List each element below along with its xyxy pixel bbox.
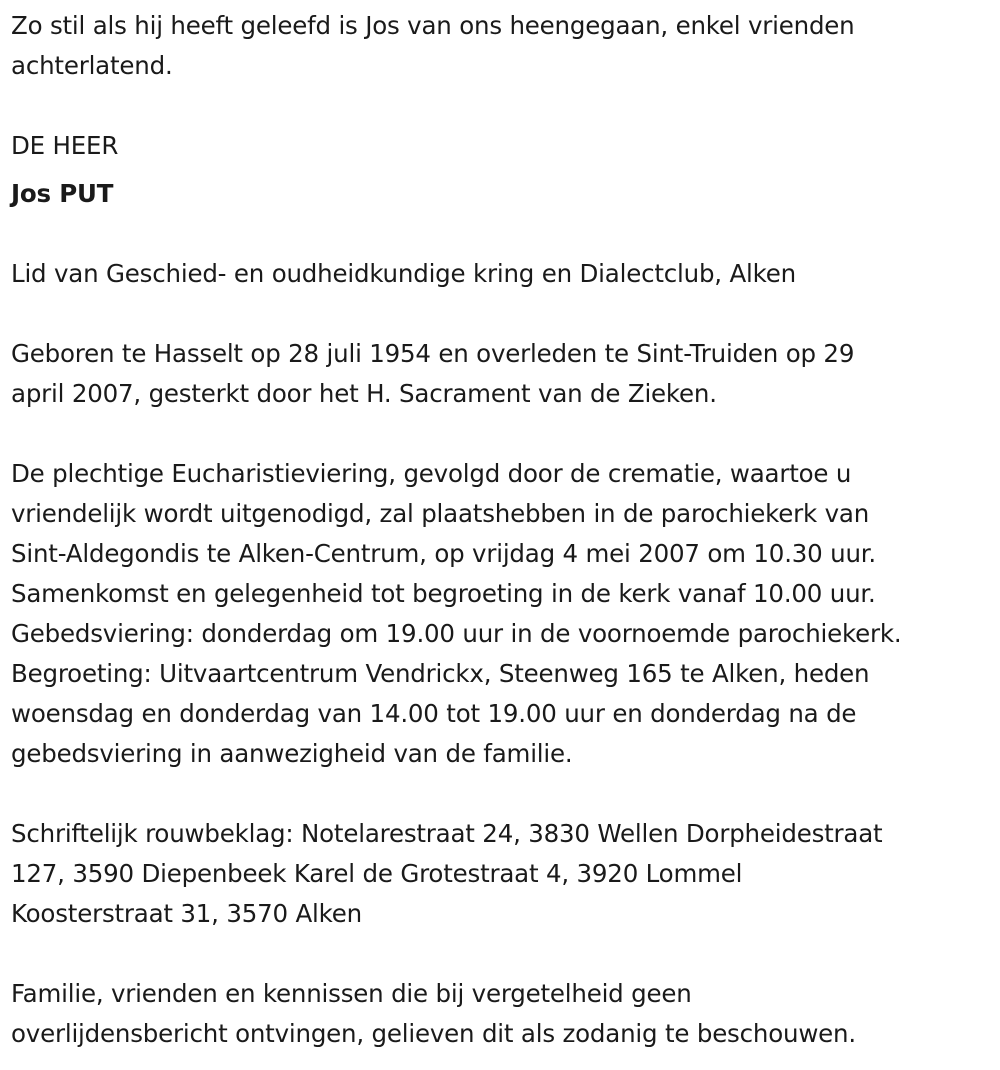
membership-paragraph bbox=[11, 254, 1000, 294]
condolences-line-2: 127, 3590 Diepenbeek Karel de Grotestraat 4, 3920 Lommel bbox=[11, 859, 743, 888]
condolences-paragraph bbox=[11, 814, 1000, 934]
membership-line: Lid van Geschied- en oudheidkundige kring en Dialectclub, Alken bbox=[11, 259, 796, 288]
condolences-line-1: Schriftelijk rouwbeklag: Notelarestraat 24, 3830 Wellen Dorpheidestraat bbox=[11, 819, 883, 848]
birth-death-line-2: april 2007, gesterkt door het H. Sacrament van de Zieken. bbox=[11, 379, 717, 408]
closing-paragraph bbox=[11, 974, 1000, 1054]
ceremony-paragraph bbox=[11, 454, 1000, 774]
ceremony-line-6: Begroeting: Uitvaartcentrum Vendrickx, Steenweg 165 te Alken, heden bbox=[11, 659, 870, 688]
ceremony-line-7: woensdag en donderdag van 14.00 tot 19.00 uur en donderdag na de bbox=[11, 699, 857, 728]
ceremony-line-1: De plechtige Eucharistieviering, gevolgd door de crematie, waartoe u bbox=[11, 459, 852, 488]
closing-line-2: overlijdensbericht ontvingen, gelieven dit als zodanig te beschouwen. bbox=[11, 1019, 856, 1048]
title-prefix: DE HEER bbox=[11, 131, 119, 160]
deceased-heading bbox=[11, 126, 1000, 214]
ceremony-line-2: vriendelijk wordt uitgenodigd, zal plaatshebben in de parochiekerk van bbox=[11, 499, 870, 528]
condolences-line-3: Koosterstraat 31, 3570 Alken bbox=[11, 899, 362, 928]
intro-paragraph bbox=[11, 6, 1000, 86]
ceremony-line-8: gebedsviering in aanwezigheid van de familie. bbox=[11, 739, 573, 768]
intro-line-1: Zo stil als hij heeft geleefd is Jos van ons heengegaan, enkel vrienden bbox=[11, 11, 855, 40]
ceremony-line-5: Gebedsviering: donderdag om 19.00 uur in de voornoemde parochiekerk. bbox=[11, 619, 902, 648]
ceremony-line-4: Samenkomst en gelegenheid tot begroeting in de kerk vanaf 10.00 uur. bbox=[11, 579, 876, 608]
deceased-name: Jos PUT bbox=[11, 179, 114, 208]
intro-line-2: achterlatend. bbox=[11, 51, 173, 80]
ceremony-line-3: Sint-Aldegondis te Alken-Centrum, op vrijdag 4 mei 2007 om 10.30 uur. bbox=[11, 539, 877, 568]
closing-line-1: Familie, vrienden en kennissen die bij vergetelheid geen bbox=[11, 979, 692, 1008]
birth-death-line-1: Geboren te Hasselt op 28 juli 1954 en overleden te Sint-Truiden op 29 bbox=[11, 339, 855, 368]
birth-death-paragraph bbox=[11, 334, 1000, 414]
